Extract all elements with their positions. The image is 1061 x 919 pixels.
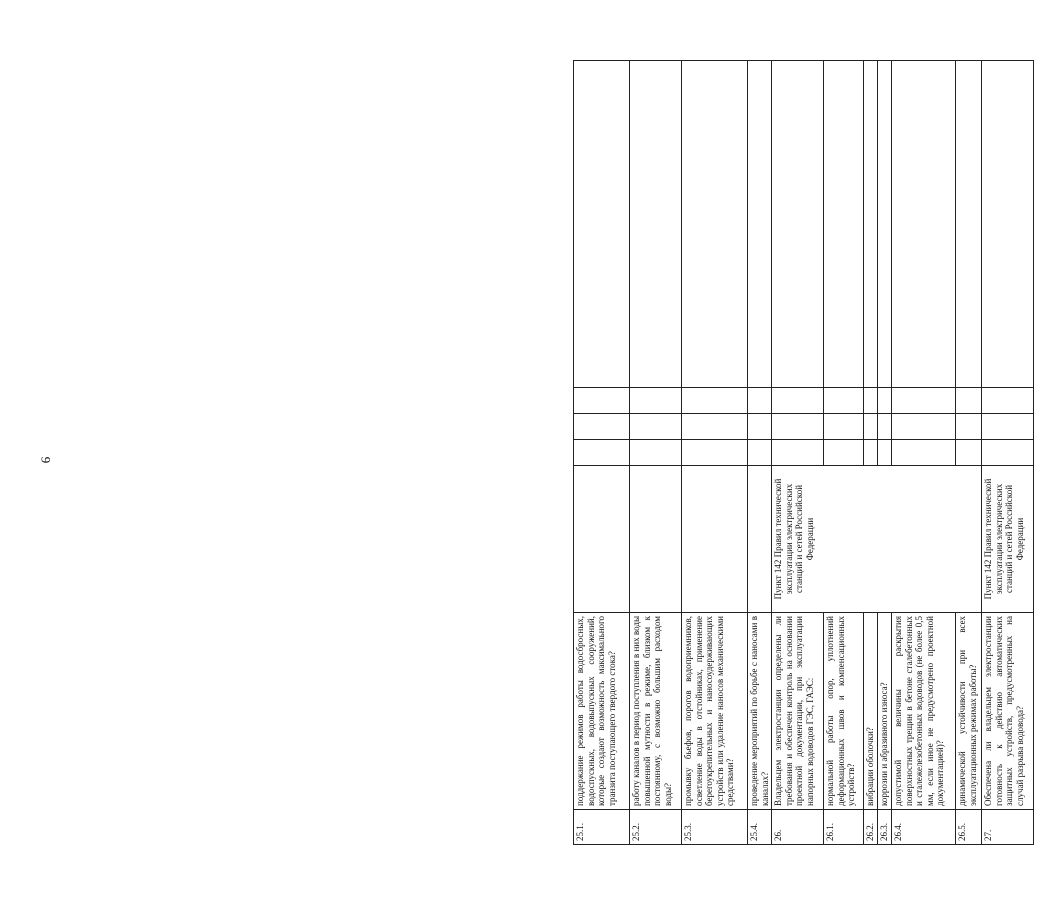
yes-cell <box>956 440 982 466</box>
yes-cell <box>892 440 956 466</box>
table-row <box>956 61 982 845</box>
question-cell: Обеспечена ли владельцем электростанции готовность к действию автоматических защитных устройств, предусмотренных на случай разрыва водовода? <box>982 613 1034 810</box>
no-cell <box>864 414 878 440</box>
norm-reference: Пункт 142 Правил технической эксплуатации электрических станций и сетей Российской Федерации <box>772 466 982 613</box>
checklist-table <box>573 60 1034 845</box>
yes-cell <box>682 440 748 466</box>
question-cell: допустимой величины раскрытия поверхностных трещин в бетоне сталебетонных и сталежелезобетонных водоводов (не более 0,5 мм, если иное не предусмотрено проектной документацией)? <box>892 613 956 810</box>
remarks-cell <box>864 61 878 388</box>
no-cell <box>824 414 864 440</box>
norm-reference <box>682 466 748 613</box>
remarks-cell <box>574 61 630 388</box>
yes-cell <box>574 440 630 466</box>
na-cell <box>682 388 748 414</box>
row-number: 25.2. <box>630 810 682 845</box>
row-number: 26.1. <box>824 810 864 845</box>
no-cell <box>982 414 1034 440</box>
remarks-cell <box>892 61 956 388</box>
remarks-cell <box>748 61 772 388</box>
no-cell <box>682 414 748 440</box>
question-cell: поддержание режимов работы водосбросных, водоспускных, водовыпускных сооружений, которые создают возможность максимального транзита поступающего твердого стока? <box>574 613 630 810</box>
table-row <box>772 61 824 845</box>
yes-cell <box>878 440 892 466</box>
table-row <box>748 61 772 845</box>
row-number: 26.3. <box>878 810 892 845</box>
na-cell <box>824 388 864 414</box>
na-cell <box>982 388 1034 414</box>
question-cell: Владельцем электростанции определены ли требования и обеспечен контроль на основании проектной документации, при эксплуатации напорных водоводов ГЭС, ГАЭС: <box>772 613 824 810</box>
remarks-cell <box>682 61 748 388</box>
norm-reference <box>630 466 682 613</box>
table-row <box>878 61 892 845</box>
yes-cell <box>772 440 824 466</box>
page-number: 9 <box>38 456 54 464</box>
rotated-page <box>573 60 1061 845</box>
question-cell: коррозии и абразивного износа? <box>878 613 892 810</box>
row-number: 25.3. <box>682 810 748 845</box>
norm-reference: Пункт 142 Правил технической эксплуатации электрических станций и сетей Российской Федерации <box>982 466 1034 613</box>
row-number: 26.2. <box>864 810 878 845</box>
row-number: 26.4. <box>892 810 956 845</box>
question-cell: проведение мероприятий по борьбе с наносами в каналах? <box>748 613 772 810</box>
row-number: 25.4. <box>748 810 772 845</box>
no-cell <box>892 414 956 440</box>
table-row <box>864 61 878 845</box>
table-row <box>824 61 864 845</box>
remarks-cell <box>824 61 864 388</box>
question-cell: работу каналов в период поступления в них воды повышенной мутности в режиме, близком к постоянному, с возможно большим расходом воды? <box>630 613 682 810</box>
yes-cell <box>982 440 1034 466</box>
na-cell <box>892 388 956 414</box>
remarks-cell <box>982 61 1034 388</box>
table-row <box>892 61 956 845</box>
na-cell <box>630 388 682 414</box>
no-cell <box>878 414 892 440</box>
no-cell <box>630 414 682 440</box>
yes-cell <box>824 440 864 466</box>
yes-cell <box>630 440 682 466</box>
remarks-cell <box>956 61 982 388</box>
row-number: 25.1. <box>574 810 630 845</box>
table-row <box>982 61 1034 845</box>
na-cell <box>748 388 772 414</box>
table-row <box>574 61 630 845</box>
row-number: 26. <box>772 810 824 845</box>
question-cell: вибрации оболочки? <box>864 613 878 810</box>
table-row <box>630 61 682 845</box>
no-cell <box>574 414 630 440</box>
na-cell <box>956 388 982 414</box>
row-number: 27. <box>982 810 1034 845</box>
na-cell <box>878 388 892 414</box>
norm-reference <box>748 466 772 613</box>
question-cell: динамической устойчивости при всех эксплуатационных режимах работы? <box>956 613 982 810</box>
table-row <box>682 61 748 845</box>
na-cell <box>864 388 878 414</box>
question-cell: промывку бьефов, порогов водоприемников, осветление воды в отстойниках, применение берегоукрепительных и наносоудерживающих устройств или удаление наносов механическими средствами? <box>682 613 748 810</box>
row-number: 26.5. <box>956 810 982 845</box>
na-cell <box>574 388 630 414</box>
yes-cell <box>864 440 878 466</box>
yes-cell <box>748 440 772 466</box>
remarks-cell <box>630 61 682 388</box>
remarks-cell <box>878 61 892 388</box>
no-cell <box>956 414 982 440</box>
norm-reference <box>574 466 630 613</box>
no-cell <box>772 414 824 440</box>
remarks-cell <box>772 61 824 388</box>
no-cell <box>748 414 772 440</box>
na-cell <box>772 388 824 414</box>
question-cell: нормальной работы опор, уплотнений деформационных швов и компенсационных устройств? <box>824 613 864 810</box>
